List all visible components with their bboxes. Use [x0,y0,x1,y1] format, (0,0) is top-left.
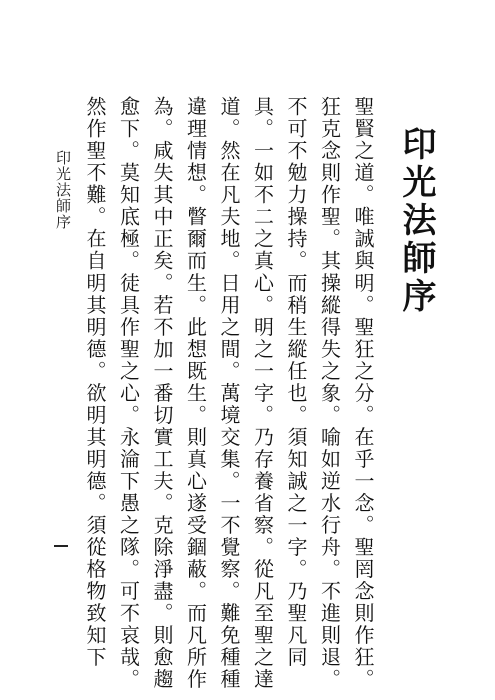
text-column-5: 道。然在凡夫地。日用之間。萬境交集。一不覺察。難免種種 [217,96,241,691]
text-column-2: 狂克念則作聖。其操縱得失之象。喻如逆水行舟。不進則退。 [317,96,342,691]
text-column-6: 違理情想。瞥爾而生。此想既生。則真心遂受錮蔽。而凡所作 [183,96,208,691]
page-number [54,545,68,547]
text-column-8: 愈下。莫知底極。徒具作聖之心。永淪下愚之隊。可不哀哉。 [116,96,141,691]
page-title: 印光法師序 [396,126,436,316]
text-column-4: 具。一如不二之真心。明之一字。乃存養省察。從凡至聖之達 [250,96,275,691]
text-column-1: 聖賢之道。唯誠與明。聖狂之分。在乎一念。聖罔念則作狂。 [351,96,375,691]
running-head: 印光法師序 [54,150,72,230]
body-text [78,96,380,691]
text-column-7: 為。咸失其中正矣。若不加一番切實工夫。克除淨盡。則愈趨 [150,96,174,691]
text-column-9: 然作聖不難。在自明其明德。欲明其明德。須從格物致知下 [83,96,107,669]
text-column-3: 不可不勉力操持。而稍生縱任也。須知誠之一字。乃聖凡同 [284,96,308,669]
